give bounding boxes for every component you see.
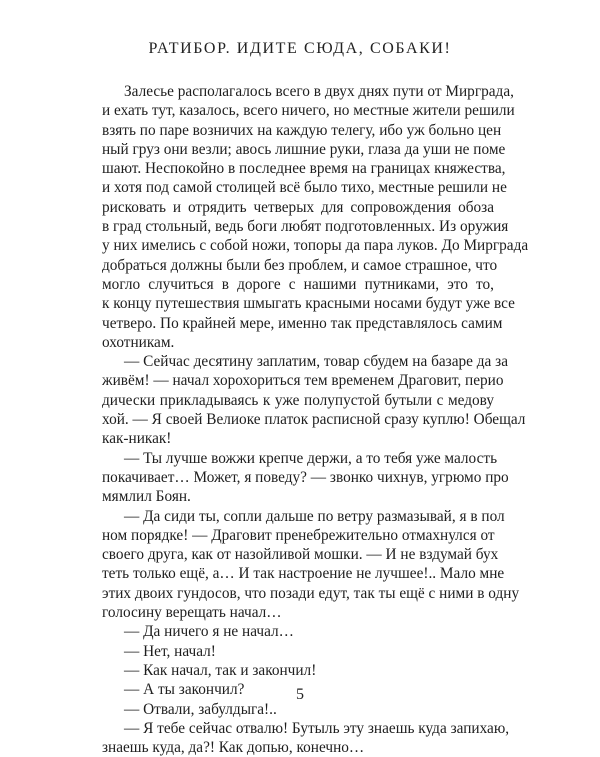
text-line: — Ты лучше вожжи крепче держи, а то тебя уже малость	[124, 449, 498, 467]
text-line: шают. Неспокойно в последнее время на границах княжества,	[102, 160, 506, 178]
text-line: дически прикладываясь к уже полупустой бутыли с медову	[102, 391, 494, 409]
text-line: хой. — Я своей Велиоке платок расписной сразу куплю! Обещал	[102, 411, 526, 429]
text-line: покачивает… Может, я поведу? — звонко чихнув, угрюмо про	[102, 468, 509, 486]
text-line: четверо. По крайней мере, именно так представлялось самим	[102, 314, 503, 332]
text-line: к концу путешествия шмыгать красными носами будут уже все	[102, 295, 515, 313]
text-line: — Да сиди ты, сопли дальше по ветру размазывай, я в пол	[124, 507, 505, 525]
text-line: у них имелись с собой ножи, топоры да пара луков. До Мирграда	[102, 237, 529, 255]
text-line: — Да ничего я не начал…	[124, 623, 294, 641]
text-line: и ехать тут, казалось, всего ничего, но местные жители решили	[102, 102, 515, 120]
text-line: — Нет, начал!	[124, 642, 216, 660]
text-line: ном порядке! — Драговит пренебрежительно отмахнулся от	[102, 526, 495, 544]
text-line: — Отвали, забулдыга!..	[124, 700, 277, 718]
text-line: этих двоих гундосов, что позади едут, так ты ещё с ними в одну	[102, 584, 520, 602]
text-line: добраться должны были без проблем, и самое страшное, что	[102, 256, 498, 274]
page-number: 5	[296, 686, 304, 703]
text-line: своего друга, как от назойливой мошки. — И не вздумай бух	[102, 546, 499, 564]
text-line: теть только ещё, а… И так настроение не лучшее!.. Мало мне	[102, 565, 505, 583]
text-line: живём! — начал хорохориться тем временем Драговит, перио	[102, 372, 504, 390]
text-line: — А ты закончил?	[124, 681, 245, 699]
text-line: взять по паре возничих на каждую телегу, ибо уж больно цен	[102, 121, 502, 139]
text-line: охотникам.	[102, 333, 175, 351]
text-line: знаешь куда, да?! Как допью, конечно…	[102, 739, 365, 757]
text-line: — Сейчас десятину заплатим, товар сбудем на базаре да за	[124, 353, 508, 371]
text-line: ный груз они везли; авось лишние руки, глаза да уши не поме	[102, 140, 506, 158]
text-line: — Как начал, так и закончил!	[124, 661, 317, 679]
text-line: мямлил Боян.	[102, 488, 191, 506]
running-head: РАТИБОР. ИДИТЕ СЮДА, СОБАКИ!	[148, 40, 452, 57]
text-line: в град стольный, ведь боги любят подготовленных. Из оружия	[102, 218, 509, 236]
text-line: и хотя под самой столицей всё было тихо, местные решили не	[102, 179, 507, 197]
text-line: могло случиться в дороге с нашими путниками, это то,	[102, 275, 494, 293]
text-line: голосину верещать начал…	[102, 604, 282, 622]
text-line: как-никак!	[102, 430, 172, 448]
text-line: — Я тебе сейчас отвалю! Бутыль эту знаешь куда запихаю,	[124, 719, 510, 737]
text-line: рисковать и отрядить четверых для сопровождения обоза	[102, 198, 494, 216]
text-line: Залесье располагалось всего в двух днях пути от Мирграда,	[124, 83, 514, 100]
body-text	[102, 82, 529, 757]
